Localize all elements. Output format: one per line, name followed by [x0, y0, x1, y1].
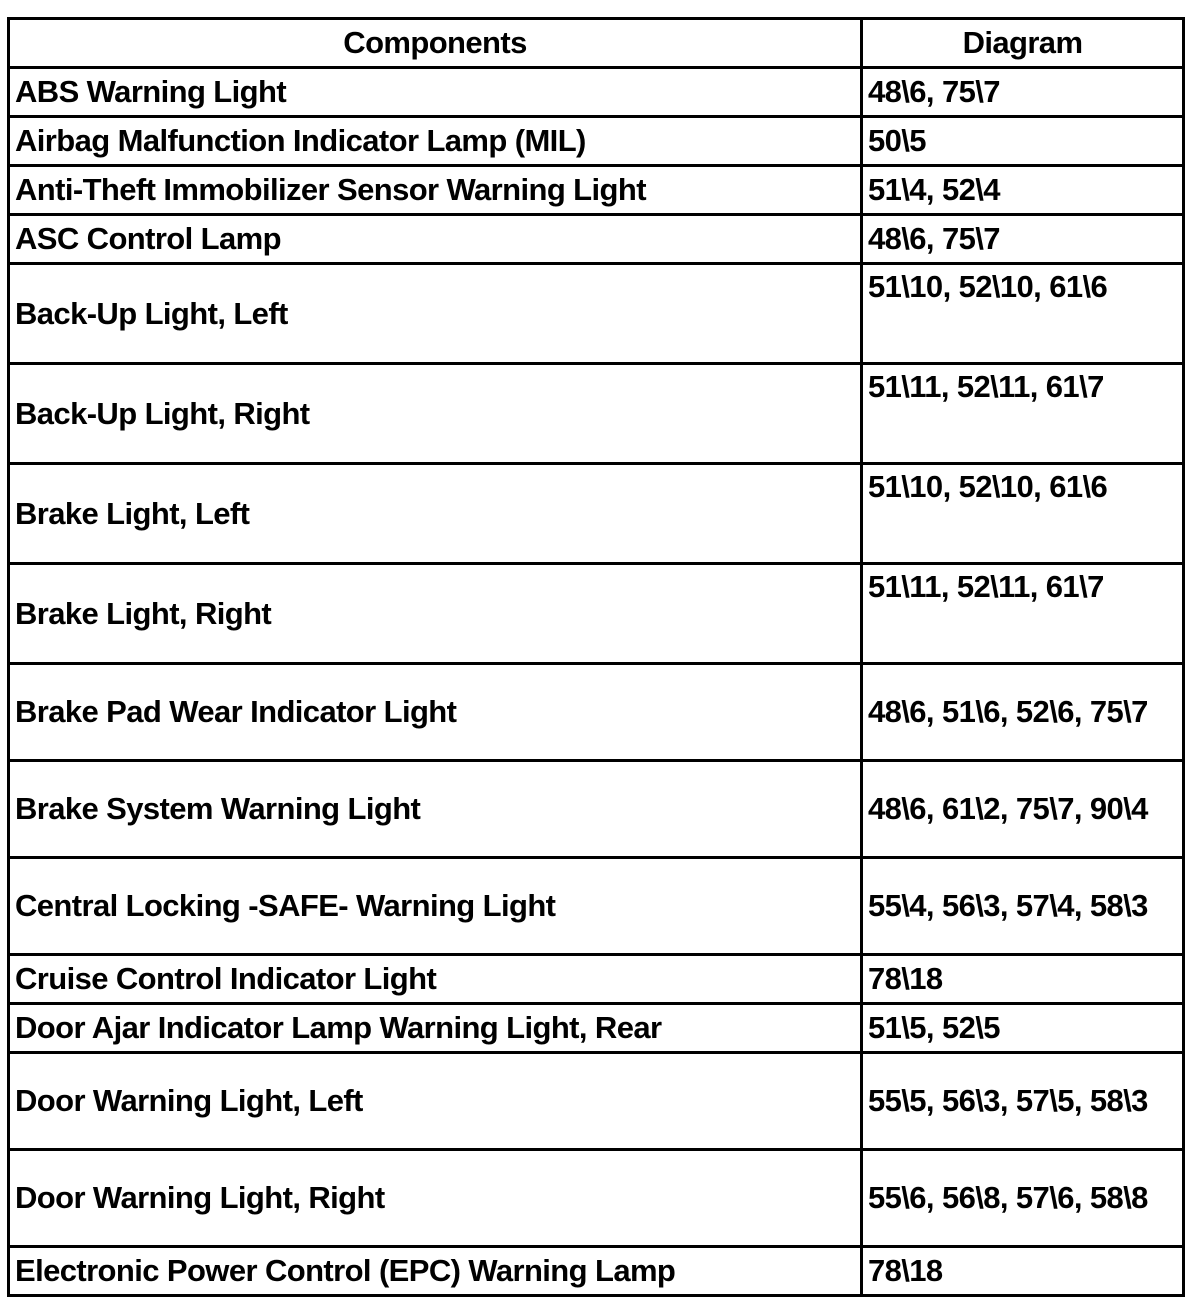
component-cell: Door Warning Light, Right [9, 1150, 862, 1247]
component-cell: ABS Warning Light [9, 68, 862, 117]
table-row [9, 166, 1184, 215]
table-row [9, 1053, 1184, 1150]
table-row [9, 564, 1184, 664]
component-cell: Central Locking -SAFE- Warning Light [9, 858, 862, 955]
diagram-cell: 51\11, 52\11, 61\7 [862, 564, 1184, 664]
table-row [9, 68, 1184, 117]
component-cell: Brake System Warning Light [9, 761, 862, 858]
component-cell: Airbag Malfunction Indicator Lamp (MIL) [9, 117, 862, 166]
diagram-cell: 55\5, 56\3, 57\5, 58\3 [862, 1053, 1184, 1150]
component-cell: Cruise Control Indicator Light [9, 955, 862, 1004]
table-row [9, 761, 1184, 858]
component-cell: Electronic Power Control (EPC) Warning Lamp [9, 1247, 862, 1296]
table-row [9, 364, 1184, 464]
diagram-cell: 50\5 [862, 117, 1184, 166]
diagram-cell: 51\5, 52\5 [862, 1004, 1184, 1053]
diagram-cell: 51\11, 52\11, 61\7 [862, 364, 1184, 464]
diagram-cell: 48\6, 51\6, 52\6, 75\7 [862, 664, 1184, 761]
diagram-cell: 51\4, 52\4 [862, 166, 1184, 215]
diagram-cell: 51\10, 52\10, 61\6 [862, 464, 1184, 564]
component-cell: Brake Light, Left [9, 464, 862, 564]
component-cell: ASC Control Lamp [9, 215, 862, 264]
diagram-cell: 48\6, 75\7 [862, 68, 1184, 117]
component-cell: Back-Up Light, Left [9, 264, 862, 364]
diagram-cell: 48\6, 75\7 [862, 215, 1184, 264]
table-row [9, 858, 1184, 955]
header-row [9, 19, 1184, 68]
diagram-cell: 78\18 [862, 955, 1184, 1004]
table-row [9, 664, 1184, 761]
component-cell: Brake Light, Right [9, 564, 862, 664]
component-cell: Brake Pad Wear Indicator Light [9, 664, 862, 761]
table-row [9, 1004, 1184, 1053]
table-row [9, 955, 1184, 1004]
header-diagram: Diagram [862, 19, 1184, 68]
table-row [9, 117, 1184, 166]
diagram-cell: 55\6, 56\8, 57\6, 58\8 [862, 1150, 1184, 1247]
table-row [9, 464, 1184, 564]
table-row [9, 1150, 1184, 1247]
header-components: Components [9, 19, 862, 68]
diagram-cell: 78\18 [862, 1247, 1184, 1296]
diagram-cell: 55\4, 56\3, 57\4, 58\3 [862, 858, 1184, 955]
diagram-cell: 51\10, 52\10, 61\6 [862, 264, 1184, 364]
diagram-cell: 48\6, 61\2, 75\7, 90\4 [862, 761, 1184, 858]
component-cell: Back-Up Light, Right [9, 364, 862, 464]
table-row [9, 264, 1184, 364]
table-row [9, 1247, 1184, 1296]
component-cell: Door Warning Light, Left [9, 1053, 862, 1150]
component-cell: Anti-Theft Immobilizer Sensor Warning Light [9, 166, 862, 215]
table-row [9, 215, 1184, 264]
components-table [7, 17, 1185, 1297]
component-cell: Door Ajar Indicator Lamp Warning Light, Rear [9, 1004, 862, 1053]
